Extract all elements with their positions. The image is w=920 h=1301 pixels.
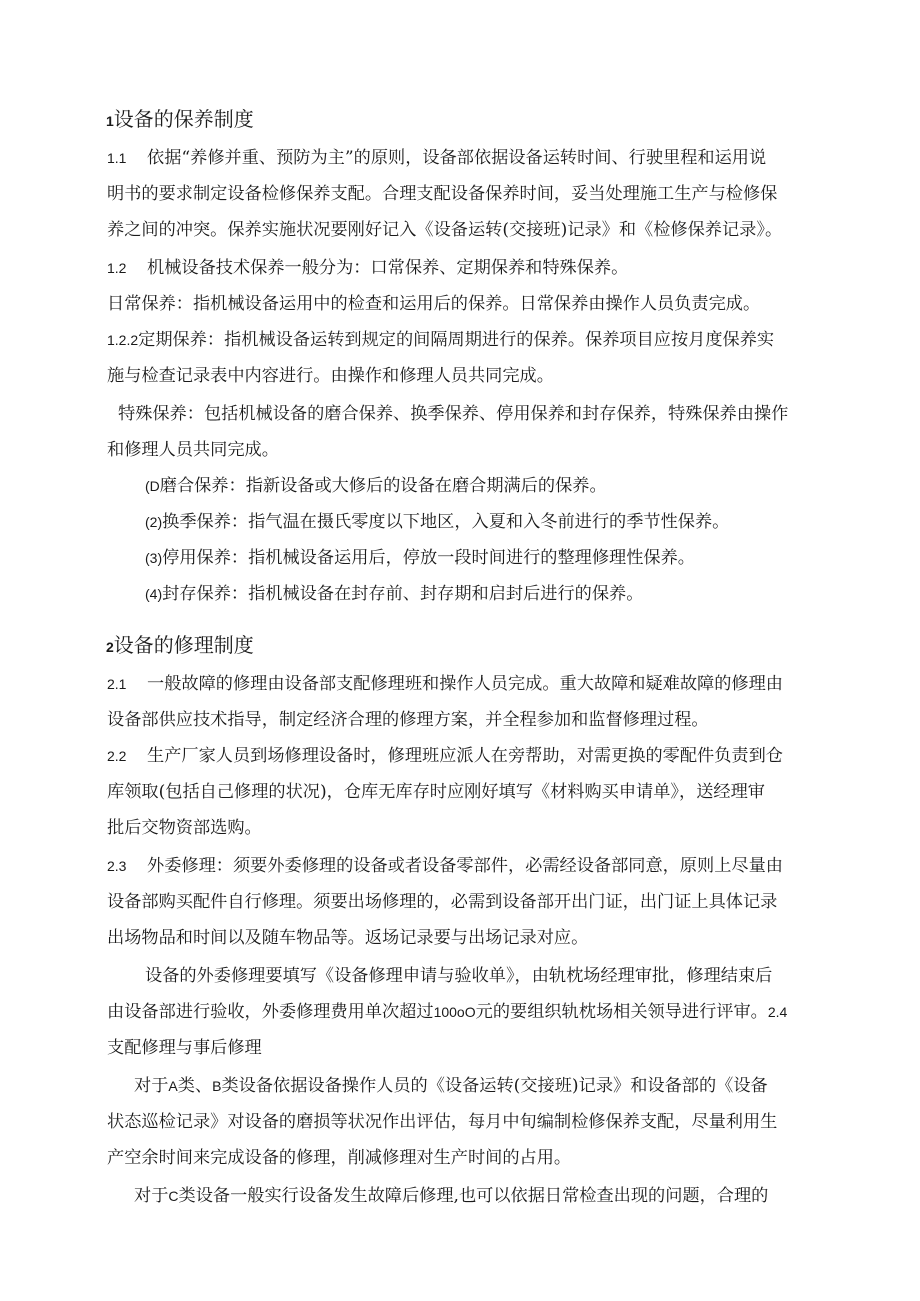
para-1-2-2-line-1 bbox=[107, 328, 774, 352]
para-2-3b-text-a: 由设备部进行验收，外委修理费用单次超过 bbox=[107, 1002, 434, 1022]
list-item-number: (4) bbox=[145, 586, 163, 602]
para-ab-line-2: 状态巡检记录》对设备的磨损等状况作出评估，每月中旬编制检修保养支配，尽量利用生 bbox=[107, 1112, 778, 1132]
para-2-1-number: 2.1 bbox=[107, 676, 127, 692]
daily-maintenance-line: 日常保养：指机械设备运用中的检查和运用后的保养。日常保养由操作人员负责完成。 bbox=[107, 294, 761, 314]
para-2-2-line-2: 库领取(包括自己修理的状况)，仓库无库存时应刚好填写《材料购买申请单》，送经理审 bbox=[107, 782, 765, 802]
para-ab-class-b: B bbox=[212, 1078, 222, 1094]
section-2-number: 2 bbox=[106, 639, 114, 655]
list-item-number: (3) bbox=[145, 550, 163, 566]
section-1-number: 1 bbox=[106, 113, 114, 129]
para-2-1-line-2: 设备部供应技术指导，制定经济合理的修理方案，并全程参加和监督修理过程。 bbox=[107, 710, 709, 730]
special-maintenance-line-2: 和修理人员共同完成。 bbox=[107, 440, 279, 460]
list-item-text: 停用保养：指机械设备运用后，停放一段时间进行的整理修理性保养。 bbox=[162, 548, 695, 568]
para-1-2-2-text-1: 定期保养：指机械设备运转到规定的间隔周期进行的保养。保养项目应按月度保养实 bbox=[138, 330, 775, 350]
para-2-2-line-3: 批后交物资部选购。 bbox=[107, 818, 262, 838]
para-c-text-a: 对于 bbox=[134, 1186, 169, 1206]
list-item-number: (2) bbox=[145, 514, 163, 530]
para-2-3b-line-1: 设备的外委修理要填写《设备修理申请与验收单》，由轨枕场经理审批，修理结束后 bbox=[145, 966, 773, 986]
list-item-text: 换季保养：指气温在摄氏零度以下地区，入夏和入冬前进行的季节性保养。 bbox=[162, 512, 730, 532]
para-ab-text-c: 类设备依据设备操作人员的《设备运转(交接班)记录》和设备部的《设备 bbox=[221, 1076, 768, 1096]
para-1-1-line-3: 养之间的冲突。保养实施状况要刚好记入《设备运转(交接班)记录》和《检修保养记录》。 bbox=[107, 220, 783, 240]
section-1-title: 设备的保养制度 bbox=[113, 107, 254, 131]
list-item bbox=[145, 510, 729, 534]
para-1-2-2-number: 1.2.2 bbox=[107, 332, 139, 348]
para-2-1-text-1: 一般故障的修理由设备部支配修理班和操作人员完成。重大故障和疑难故障的修理由 bbox=[147, 674, 783, 694]
special-maintenance-line-1: 特殊保养：包括机械设备的磨合保养、换季保养、停用保养和封存保养，特殊保养由操作 bbox=[118, 404, 789, 424]
para-1-2-line-1 bbox=[107, 256, 628, 280]
para-1-1-line-2: 明书的要求制定设备检修保养支配。合理支配设备保养时间，妥当处理施工生产与检修保 bbox=[107, 184, 778, 204]
list-item bbox=[145, 546, 695, 570]
para-1-2-text-1: 机械设备技术保养一般分为：口常保养、定期保养和特殊保养。 bbox=[147, 258, 629, 278]
para-2-3-line-3: 出场物品和时间以及随车物品等。返场记录要与出场记录对应。 bbox=[107, 928, 589, 948]
section-2-title: 设备的修理制度 bbox=[113, 633, 254, 657]
para-1-2-number: 1.2 bbox=[107, 260, 127, 276]
section-2-heading bbox=[106, 632, 254, 660]
list-item bbox=[145, 582, 643, 606]
para-ab-line-3: 产空余时间来完成设备的修理，削减修理对生产时间的占用。 bbox=[107, 1148, 572, 1168]
section-1-heading bbox=[106, 106, 254, 134]
para-2-2-text-1: 生产厂家人员到场修理设备时，修理班应派人在旁帮助，对需更换的零配件负责到仓 bbox=[147, 746, 783, 766]
para-2-3-line-2: 设备部购买配件自行修理。须要出场修理的，必需到设备部开出门证，出门证上具体记录 bbox=[107, 892, 778, 912]
para-2-3b-line-2 bbox=[107, 1000, 787, 1024]
para-2-3b-amount: 100oO bbox=[433, 1004, 476, 1020]
para-1-1-text-1: 依据“养修并重、预防为主”的原则，设备部依据设备运转时间、行驶里程和运用说 bbox=[147, 148, 767, 168]
para-ab-text-b: 类、 bbox=[177, 1076, 213, 1096]
para-2-2-line-1 bbox=[107, 744, 783, 768]
para-1-1-number: 1.1 bbox=[107, 150, 127, 166]
para-1-1-line-1 bbox=[107, 146, 766, 170]
para-2-2-number: 2.2 bbox=[107, 748, 127, 764]
list-item-text: 封存保养：指机械设备在封存前、封存期和启封后进行的保养。 bbox=[162, 584, 644, 604]
list-item-text: 磨合保养：指新设备或大修后的设备在磨合期满后的保养。 bbox=[159, 476, 607, 496]
para-2-3-number: 2.3 bbox=[107, 858, 127, 874]
para-c-text-b: 类设备一般实行设备发生故障后修理,也可以依据日常检查出现的问题，合理的 bbox=[178, 1186, 769, 1206]
para-ab-line-1 bbox=[134, 1074, 768, 1098]
para-c-line-1 bbox=[134, 1184, 768, 1208]
para-2-3-line-1 bbox=[107, 854, 783, 878]
para-ab-class-a: A bbox=[168, 1078, 178, 1094]
para-2-1-line-1 bbox=[107, 672, 783, 696]
list-item bbox=[145, 474, 607, 498]
para-2-4-title: 支配修理与事后修理 bbox=[107, 1038, 262, 1058]
para-2-3b-text-b: 元的要组织轨枕场相关领导进行评审。 bbox=[475, 1002, 768, 1022]
para-ab-text-a: 对于 bbox=[134, 1076, 169, 1096]
para-1-2-2-line-2: 施与检查记录表中内容进行。由操作和修理人员共同完成。 bbox=[107, 366, 554, 386]
para-2-4-number: 2.4 bbox=[767, 1004, 788, 1020]
para-2-3-text-1: 外委修理：须要外委修理的设备或者设备零部件，必需经设备部同意，原则上尽量由 bbox=[147, 856, 783, 876]
para-c-class-c: C bbox=[168, 1188, 179, 1204]
list-item-number: (D bbox=[145, 478, 160, 494]
